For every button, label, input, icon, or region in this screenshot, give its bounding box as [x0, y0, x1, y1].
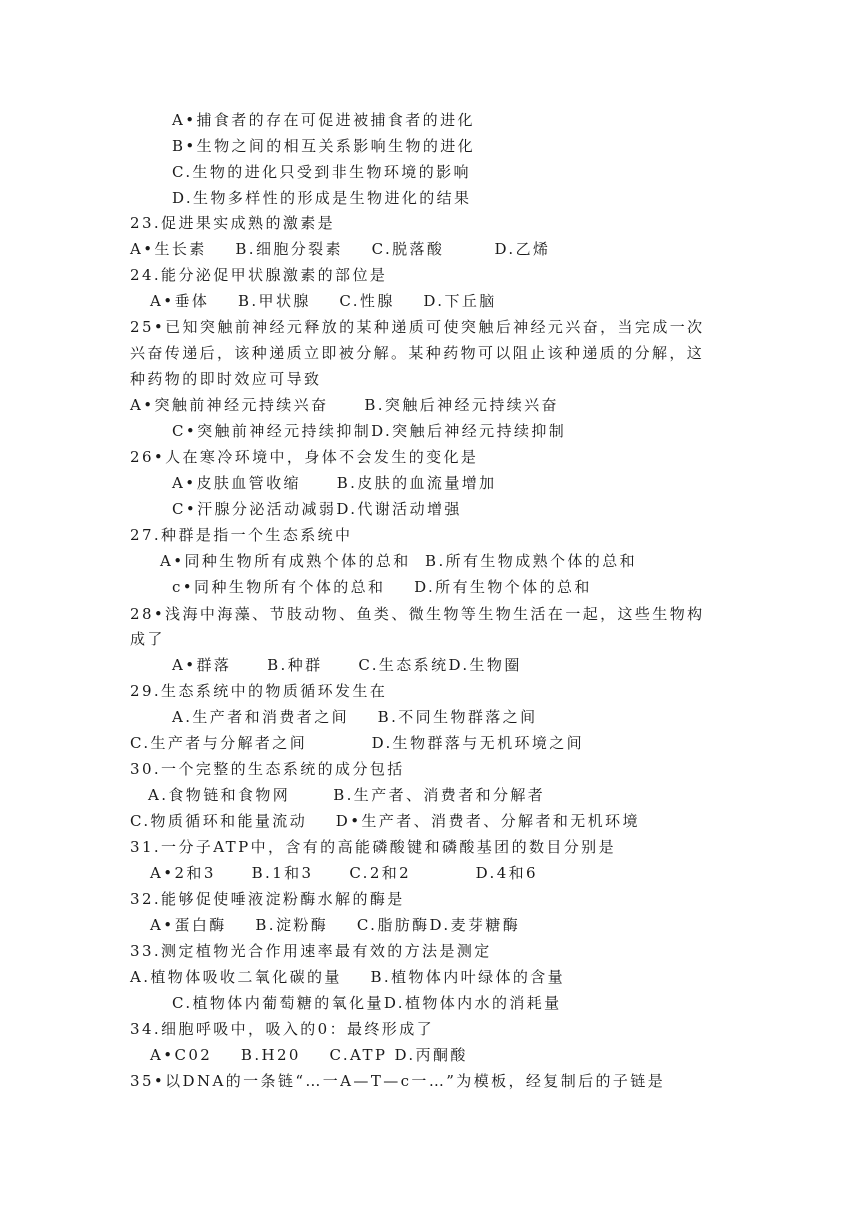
option-line: A.食物链和食物网 B.生产者、消费者和分解者: [148, 786, 546, 804]
option-line: A.植物体吸收二氧化碳的量 B.植物体内叶绿体的含量: [130, 968, 566, 986]
option-line: C.植物体内葡萄糖的氧化量D.植物体内水的消耗量: [172, 994, 562, 1012]
question-stem: 29.生态系统中的物质循环发生在: [130, 682, 388, 700]
option-line: C.物质循环和能量流动 D•生产者、消费者、分解者和无机环境: [130, 812, 640, 830]
question-stem: 23.促进果实成熟的激素是: [130, 214, 336, 232]
option-line: A•突触前神经元持续兴奋 B.突触后神经元持续兴奋: [130, 396, 559, 414]
question-stem: 34.细胞呼吸中，吸入的0：最终形成了: [130, 1020, 434, 1038]
option-line: A•捕食者的存在可促进被捕食者的进化: [172, 111, 475, 129]
option-line: A•同种生物所有成熟个体的总和 B.所有生物成熟个体的总和: [160, 552, 638, 570]
option-line: A•2和3 B.1和3 C.2和2 D.4和6: [150, 864, 538, 882]
question-stem: 种药物的即时效应可导致: [130, 370, 322, 388]
option-line: D.生物多样性的形成是生物进化的结果: [172, 189, 472, 207]
option-line: C.生产者与分解者之间 D.生物群落与无机环境之间: [130, 734, 585, 752]
question-stem: 30.一个完整的生态系统的成分包括: [130, 760, 405, 778]
option-line: A.生产者和消费者之间 B.不同生物群落之间: [172, 708, 538, 726]
question-stem: 25•已知突触前神经元释放的某种递质可使突触后神经元兴奋，当完成一次: [130, 318, 705, 336]
question-stem: 26•人在寒冷环境中，身体不会发生的变化是: [130, 448, 479, 466]
option-line: A•生长素 B.细胞分裂素 C.脱落酸 D.乙烯: [130, 240, 551, 258]
question-stem: 35•以DNA的一条链“…一A—T—c一…”为模板，经复制后的子链是: [130, 1072, 666, 1090]
question-stem: 27.种群是指一个生态系统中: [130, 526, 353, 544]
option-line: A•垂体 B.甲状腺 C.性腺 D.下丘脑: [150, 292, 497, 310]
question-stem: 33.测定植物光合作用速率最有效的方法是测定: [130, 942, 492, 960]
question-stem: 24.能分泌促甲状腺激素的部位是: [130, 266, 388, 284]
question-stem: 28•浅海中海藻、节肢动物、鱼类、微生物等生物生活在一起，这些生物构: [130, 605, 705, 623]
option-line: C•突触前神经元持续抑制D.突触后神经元持续抑制: [172, 422, 567, 440]
question-stem: 成了: [130, 630, 165, 648]
option-line: A•群落 B.种群 C.生态系统D.生物圈: [172, 656, 522, 674]
option-line: C.生物的进化只受到非生物环境的影响: [172, 163, 471, 181]
option-line: c•同种生物所有个体的总和 D.所有生物个体的总和: [172, 578, 592, 596]
option-line: A•蛋白酶 B.淀粉酶 C.脂肪酶D.麦芽糖酶: [150, 916, 521, 934]
question-stem: 31.一分子ATP中，含有的高能磷酸键和磷酸基团的数目分别是: [130, 838, 616, 856]
option-line: C•汗腺分泌活动减弱D.代谢活动增强: [172, 500, 462, 518]
option-line: B•生物之间的相互关系影响生物的进化: [172, 137, 476, 155]
option-line: A•皮肤血管收缩 B.皮肤的血流量增加: [172, 474, 497, 492]
option-line: A•C02 B.H20 C.ATP D.丙酮酸: [150, 1046, 468, 1064]
question-stem: 32.能够促使唾液淀粉酶水解的酶是: [130, 890, 405, 908]
question-stem: 兴奋传递后，该种递质立即被分解。某种药物可以阻止该种递质的分解，这: [130, 344, 705, 362]
